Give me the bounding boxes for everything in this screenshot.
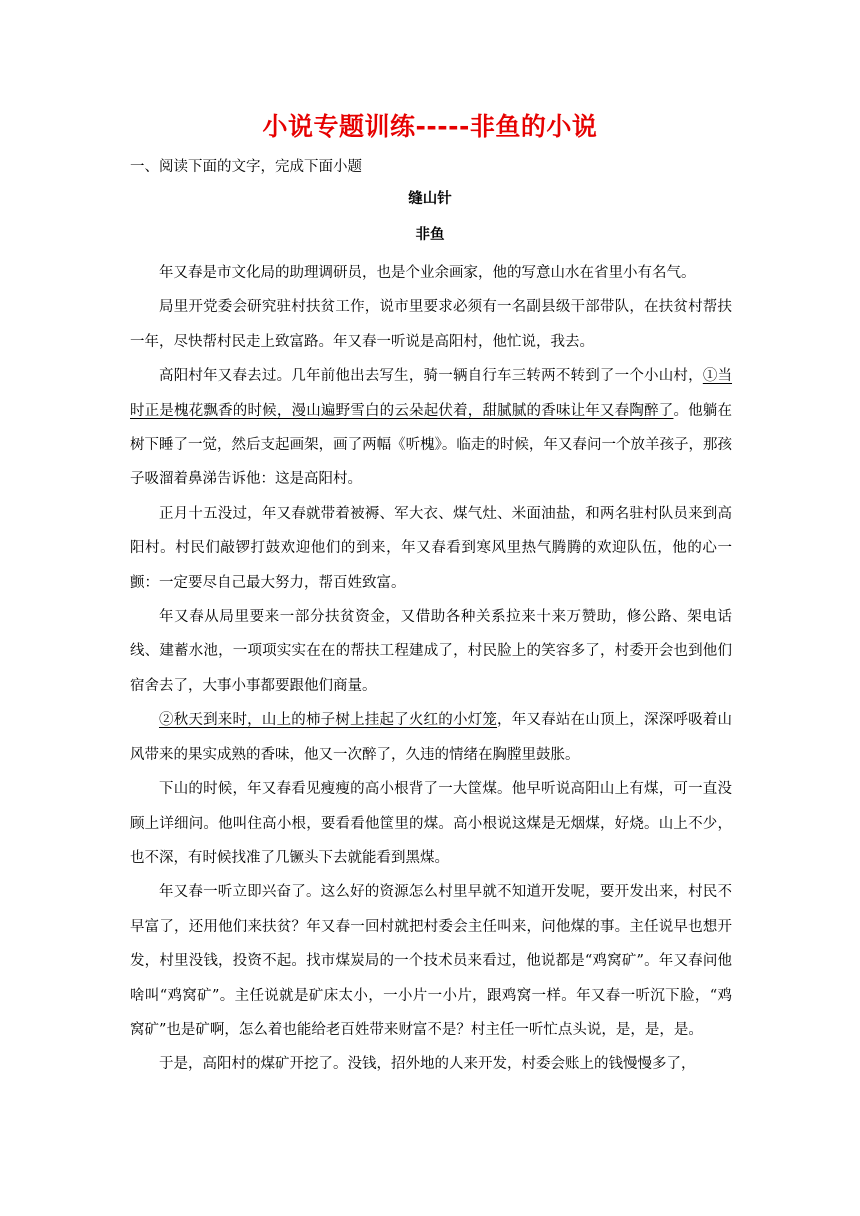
story-author: 非鱼 <box>415 226 445 243</box>
document-title: 小说专题训练-----非鱼的小说 <box>262 112 598 141</box>
paragraph-text: 下山的时候，年又春看见瘦瘦的高小根背了一大筐煤。他早听说高阳山上有煤，可一直没顾上详细问。他叫住高小根，要看看他筐里的煤。高小根说这煤是无烟煤，好烧。山上不少，也不深，有时候找准了几镢头下去就能看到黑煤。 <box>130 781 732 866</box>
underlined-sentence-1: ①当时正是槐花飘香的时候，漫山遍野雪白的云朵起伏着，甜腻腻的香味让年又春陶醉了 <box>130 368 733 419</box>
paragraph-text: 高阳村年又春去过。几年前他出去写生，骑一辆自行车三转两不转到了一个小山村， <box>159 368 703 385</box>
paragraph <box>130 772 732 875</box>
underlined-sentence-2: ②秋天到来时，山上的柿子树上挂起了火红的小灯笼 <box>159 712 498 729</box>
paragraph-text: 。他躺在树下睡了一觉，然后支起画架，画了两幅《听槐》。临走的时候，年又春问一个放羊孩子，那孩子吸溜着鼻涕告诉他：这是高阳村。 <box>130 402 732 488</box>
paragraph-text: 局里开党委会研究驻村扶贫工作，说市里要求必须有一名副县级干部带队，在扶贫村帮扶一年，尽快帮村民走上致富路。年又春一听说是高阳村，他忙说，我去。 <box>130 299 732 350</box>
paragraph <box>130 703 732 772</box>
story-body <box>130 256 732 1082</box>
section-heading: 一、阅读下面的文字，完成下面小题 <box>130 159 362 175</box>
paragraph <box>130 875 732 1047</box>
paragraph <box>130 600 732 703</box>
story-title: 缝山针 <box>408 190 452 207</box>
paragraph <box>130 1047 732 1081</box>
paragraph <box>130 290 732 359</box>
paragraph <box>130 497 732 600</box>
paragraph-text: 年又春是市文化局的助理调研员，也是个业余画家，他的写意山水在省里小有名气。 <box>159 265 696 281</box>
paragraph-text: 年又春从局里要来一部分扶贫资金，又借助各种关系拉来十来万赞助，修公路、架电话线、建蓄水池，一项项实实在在的帮扶工程建成了，村民脸上的笑容多了，村委开会也到他们宿舍去了，大事小事都要跟他们商量。 <box>130 609 732 694</box>
paragraph-text: ，年又春站在山顶上，深深呼吸着山风带来的果实成熟的香味，他又一次醉了，久违的情绪在胸膛里鼓胀。 <box>130 712 733 763</box>
paragraph-text: 于是，高阳村的煤矿开挖了。没钱，招外地的人来开发，村委会账上的钱慢慢多了， <box>159 1056 696 1073</box>
paragraph-text: 年又春一听立即兴奋了。这么好的资源怎么村里早就不知道开发呢，要开发出来，村民不早富了，还用他们来扶贫？年又春一回村就把村委会主任叫来，问他煤的事。主任说早也想开发，村里没钱，投资不起。找市煤炭局的一个技术员来看过，他说都是“鸡窝矿”。年又春问他啥叫“鸡窝矿”。主任说就是矿床太小，一小片一小片，跟鸡窝一样。年又春一听沉下脸，“鸡窝矿”也是矿啊，怎么着也能给老百姓带来财富不是？村主任一听忙点头说，是，是，是。 <box>130 884 732 1038</box>
paragraph <box>130 359 732 497</box>
paragraph-text: 正月十五没过，年又春就带着被褥、军大衣、煤气灶、米面油盐，和两名驻村队员来到高阳村。村民们敲锣打鼓欢迎他们的到来，年又春看到寒风里热气腾腾的欢迎队伍，他的心一颤：一定要尽自己最大努力，帮百姓致富。 <box>130 505 732 591</box>
paragraph <box>130 256 732 290</box>
